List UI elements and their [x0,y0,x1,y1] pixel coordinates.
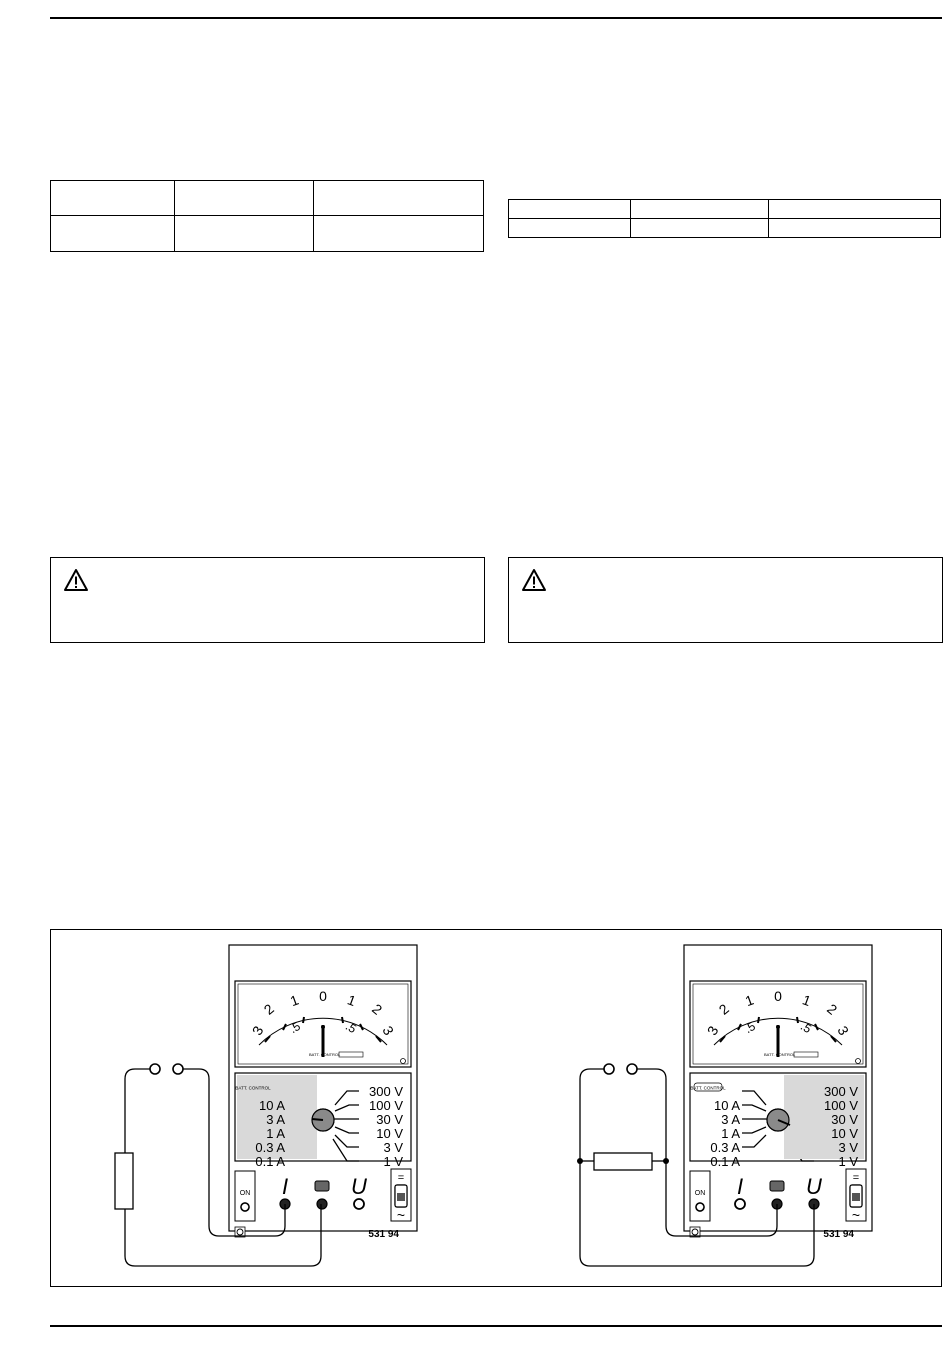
scale-label: .5 [742,1018,758,1037]
range-label-current[interactable]: 0.1 A [710,1154,740,1169]
range-label-current[interactable]: 0.3 A [255,1140,285,1155]
table-row [51,181,484,216]
range-label-voltage[interactable]: 100 V [824,1098,858,1113]
scale-label: 1 [742,991,756,1010]
range-label-voltage[interactable]: 10 V [376,1126,403,1141]
range-label-voltage[interactable]: 30 V [831,1112,858,1127]
table-cell [51,216,175,252]
terminal-right-b[interactable] [627,1064,637,1074]
range-label-voltage[interactable]: 300 V [369,1084,403,1099]
ac-dc-switch-knob [852,1193,860,1201]
range-label-current[interactable]: 0.3 A [710,1140,740,1155]
table-cell [175,216,314,252]
current-socket[interactable] [735,1199,745,1209]
range-label-voltage[interactable]: 1 V [383,1154,403,1169]
batt-control-button[interactable]: BATT. CONTROL [690,1085,726,1091]
scale-label: .5 [798,1018,814,1037]
table-cell [509,219,631,238]
range-label-voltage[interactable]: 300 V [824,1084,858,1099]
terminal-right-a[interactable] [604,1064,614,1074]
ac-dc-switch-knob [397,1193,405,1201]
scale-label: 3 [703,1023,722,1038]
range-label-voltage[interactable]: 100 V [369,1098,403,1113]
model-number: 531 94 [823,1229,854,1240]
warning-box-right [508,557,943,643]
range-label-current[interactable]: 3 A [721,1112,740,1127]
ac-symbol: ~ [396,1207,406,1223]
table-row [509,219,941,238]
table-row [509,200,941,219]
bottom-rule [50,1325,942,1327]
warning-triangle-icon [521,568,547,592]
scale-label: 3 [379,1023,398,1038]
range-label-voltage[interactable]: 30 V [376,1112,403,1127]
range-label-current[interactable]: 1 A [266,1126,285,1141]
scale-label: 3 [248,1023,267,1038]
table-cell [769,200,941,219]
ac-symbol: ~ [851,1207,861,1223]
model-number: 531 94 [368,1229,399,1240]
voltage-socket[interactable] [354,1199,364,1209]
voltage-socket-label: U [351,1174,367,1199]
table-left [50,180,484,252]
batt-control-button[interactable]: BATT. CONTROL [235,1085,271,1091]
common-socket[interactable] [317,1199,327,1209]
scale-label: 2 [824,1000,841,1018]
scale-label: 2 [260,1000,277,1018]
dc-symbol: = [852,1172,860,1184]
range-label-voltage[interactable]: 3 V [838,1140,858,1155]
table-cell [314,181,484,216]
on-label: ON [694,1190,706,1197]
junction-dot [663,1158,669,1164]
scale-label: 1 [800,991,814,1010]
table-cell [314,216,484,252]
range-label-voltage[interactable]: 10 V [831,1126,858,1141]
range-label-current[interactable]: 3 A [266,1112,285,1127]
table-cell [769,219,941,238]
range-label-current[interactable]: 0.1 A [255,1154,285,1169]
scale-label: .5 [343,1018,359,1037]
resistor-left [115,1153,133,1209]
scale-label: 1 [287,991,301,1010]
resistor-right [594,1153,652,1170]
terminal-left-a[interactable] [150,1064,160,1074]
warning-triangle-icon [63,568,89,592]
scale-label: 2 [715,1000,732,1018]
on-button[interactable] [241,1203,249,1211]
scale-label: 0 [774,988,782,1004]
voltage-socket-label: U [806,1174,822,1199]
scale-label: 1 [345,991,359,1010]
table-right [508,199,941,238]
batt-scale-label: BATT. CONTROL [764,1052,796,1057]
multimeter-right [684,945,872,1240]
table-cell [631,200,769,219]
terminal-left-b[interactable] [173,1064,183,1074]
multimeter-left [229,945,417,1240]
selector-pointer [312,1119,323,1120]
range-label-voltage[interactable]: 3 V [383,1140,403,1155]
circuit-diagram [51,930,941,1286]
warning-box-left [50,557,485,643]
scale-label: .5 [287,1018,303,1037]
table-cell [175,181,314,216]
junction-dot [577,1158,583,1164]
table-cell [631,219,769,238]
on-label: ON [239,1190,251,1197]
on-button[interactable] [696,1203,704,1211]
table-cell [51,181,175,216]
dc-symbol: = [397,1172,405,1184]
scale-label: 2 [369,1000,386,1018]
range-label-current[interactable]: 1 A [721,1126,740,1141]
top-rule [50,17,942,19]
current-socket-label: I [281,1174,289,1199]
batt-scale-label: BATT. CONTROL [309,1052,341,1057]
range-label-voltage[interactable]: 1 V [838,1154,858,1169]
range-label-current[interactable]: 10 A [258,1098,285,1113]
scale-label: 3 [834,1023,853,1038]
table-cell [509,200,631,219]
current-socket-label: I [736,1174,744,1199]
scale-label: 0 [319,988,327,1004]
table-row [51,216,484,252]
range-label-current[interactable]: 10 A [713,1098,740,1113]
circuit-figure [50,929,942,1287]
